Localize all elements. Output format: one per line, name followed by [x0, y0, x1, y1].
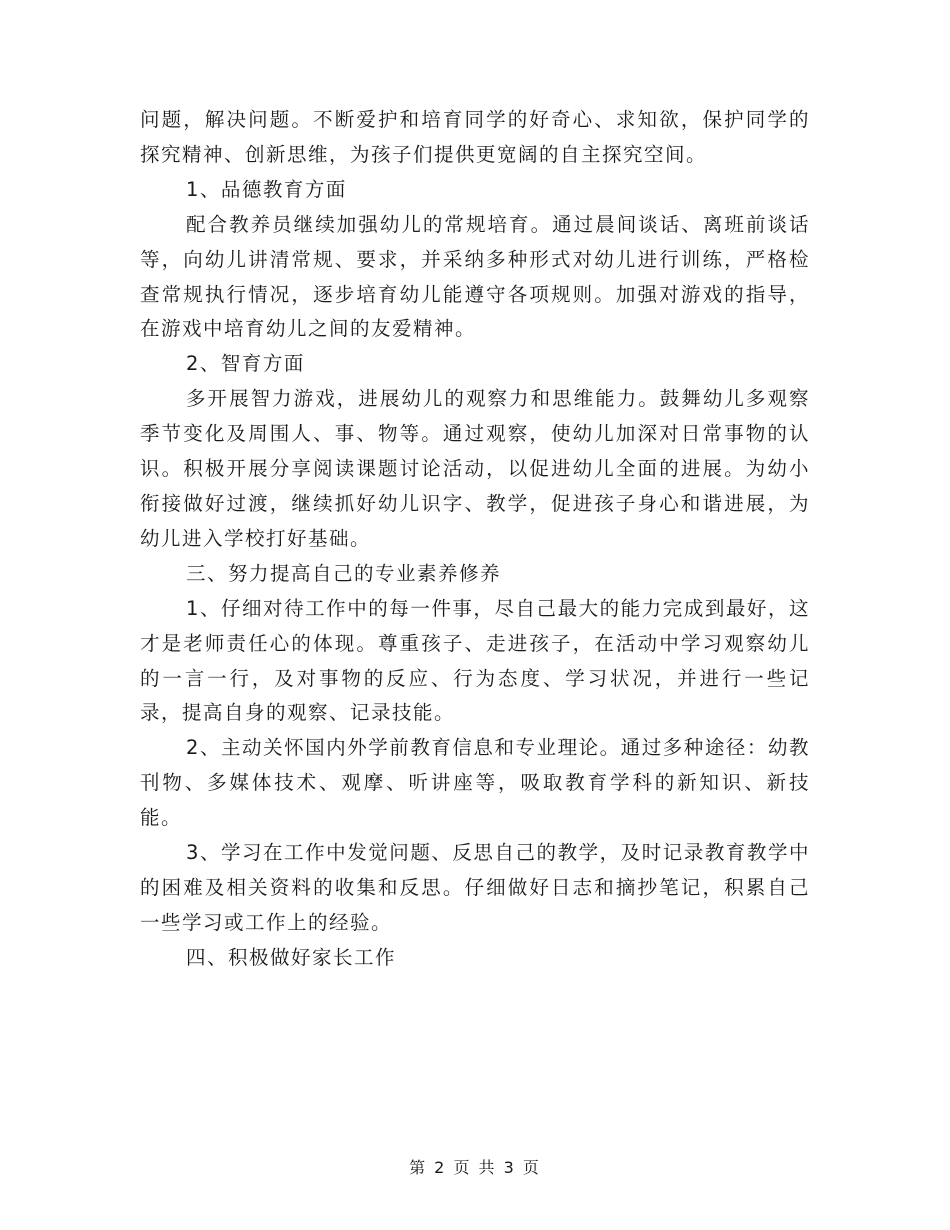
paragraph-professional-3: 3、学习在工作中发觉问题、反思自己的教学，及时记录教育教学中的困难及相关资料的收集和反思。仔细做好日志和摘抄笔记，积累自己一些学习或工作上的经验。 — [140, 841, 810, 934]
paragraph-professional-2: 2、主动关怀国内外学前教育信息和专业理论。通过多种途径：幼教刊物、多媒体技术、观摩、听讲座等，吸取教育学科的新知识、新技能。 — [140, 736, 810, 830]
heading-intellectual-education: 2、智育方面 — [186, 352, 305, 376]
document-body — [140, 103, 810, 976]
heading-parent-work: 四、积极做好家长工作 — [186, 945, 397, 969]
paragraph-intellectual-education: 多开展智力游戏，进展幼儿的观察力和思维能力。鼓舞幼儿多观察季节变化及周围人、事、物等。通过观察，使幼儿加深对日常事物的认识。积极开展分享阅读课题讨论活动，以促进幼儿全面的进展。为幼小衔接做好过渡，继续抓好幼儿识字、教学，促进孩子身心和谐进展，为幼儿进入学校打好基础。 — [140, 387, 810, 550]
paragraph-professional-1: 1、仔细对待工作中的每一件事，尽自己最大的能力完成到最好，这才是老师责任心的体现。尊重孩子、走进孩子，在活动中学习观察幼儿的一言一行，及对事物的反应、行为态度、学习状况，并进行一些记录，提高自身的观察、记录技能。 — [140, 596, 810, 725]
heading-professional-quality: 三、努力提高自己的专业素养修养 — [186, 561, 502, 585]
paragraph-moral-education: 配合教养员继续加强幼儿的常规培育。通过晨间谈话、离班前谈话等，向幼儿讲清常规、要求，并采纳多种形式对幼儿进行训练，严格检查常规执行情况，逐步培育幼儿能遵守各项规则。加强对游戏的指导，在游戏中培育幼儿之间的友爱精神。 — [140, 212, 810, 341]
page-number-footer: 第 2 页 共 3 页 — [409, 1158, 541, 1177]
heading-moral-education: 1、品德教育方面 — [186, 177, 347, 201]
paragraph-continuation: 问题，解决问题。不断爱护和培育同学的好奇心、求知欲，保护同学的探究精神、创新思维，为孩子们提供更宽阔的自主探究空间。 — [140, 108, 810, 166]
